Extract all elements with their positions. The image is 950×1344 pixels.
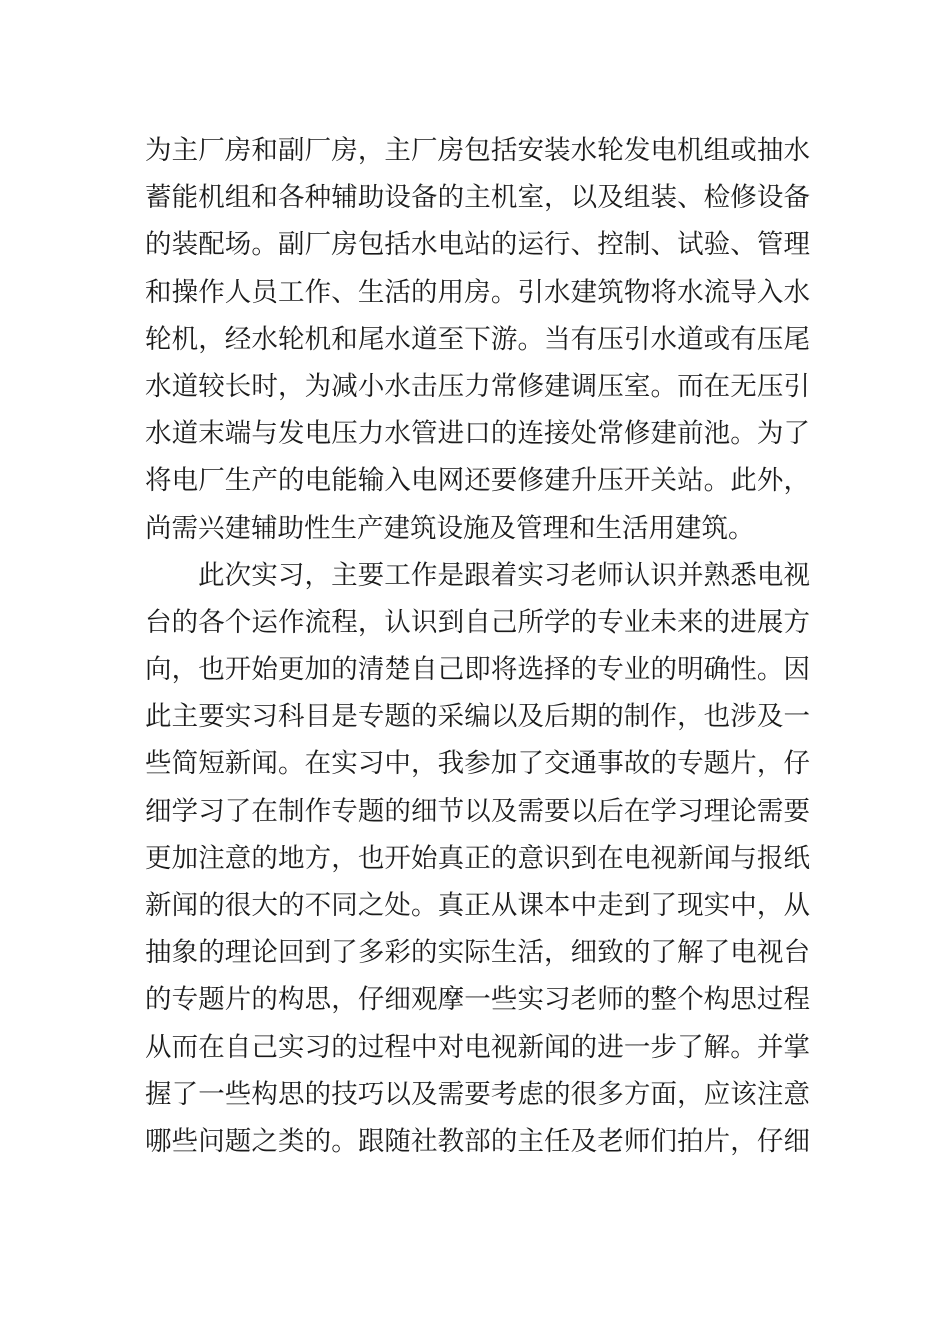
text-line: 的专题片的构思，仔细观摩一些实习老师的整个构思过程 (145, 984, 810, 1016)
text-line: 水道较长时，为减小水击压力常修建调压室。而在无压引 (145, 370, 810, 402)
text-line: 从而在自己实习的过程中对电视新闻的进一步了解。并掌 (145, 1031, 810, 1063)
text-line: 轮机，经水轮机和尾水道至下游。当有压引水道或有压尾 (145, 323, 810, 355)
text-line: 此次实习，主要工作是跟着实习老师认识并熟悉电视 (198, 559, 810, 591)
text-line: 和操作人员工作、生活的用房。引水建筑物将水流导入水 (145, 276, 810, 308)
text-line: 新闻的很大的不同之处。真正从课本中走到了现实中，从 (145, 890, 810, 921)
text-line: 些简短新闻。在实习中，我参加了交通事故的专题片，仔 (145, 748, 810, 780)
text-line: 为主厂房和副厂房，主厂房包括安装水轮发电机组或抽水 (145, 135, 810, 166)
text-line: 将电厂生产的电能输入电网还要修建升压开关站。此外， (145, 465, 810, 497)
text-line: 水道末端与发电压力水管进口的连接处常修建前池。为了 (145, 418, 810, 450)
text-line: 的装配场。副厂房包括水电站的运行、控制、试验、管理 (145, 229, 810, 261)
text-line: 尚需兴建辅助性生产建筑设施及管理和生活用建筑。 (145, 512, 755, 544)
text-line: 细学习了在制作专题的细节以及需要以后在学习理论需要 (145, 795, 810, 827)
paragraph-1 (145, 127, 810, 552)
text-line: 握了一些构思的技巧以及需要考虑的很多方面，应该注意 (145, 1078, 810, 1110)
text-line: 此主要实习科目是专题的采编以及后期的制作，也涉及一 (145, 701, 810, 733)
text-line: 更加注意的地方，也开始真正的意识到在电视新闻与报纸 (145, 842, 810, 874)
text-line: 蓄能机组和各种辅助设备的主机室，以及组装、检修设备 (145, 182, 810, 214)
text-line: 台的各个运作流程，认识到自己所学的专业未来的进展方 (145, 606, 810, 638)
text-line: 抽象的理论回到了多彩的实际生活，细致的了解了电视台 (145, 937, 810, 969)
text-line: 向，也开始更加的清楚自己即将选择的专业的明确性。因 (145, 654, 810, 686)
paragraph-2 (145, 552, 810, 1165)
text-line: 哪些问题之类的。跟随社教部的主任及老师们拍片，仔细 (145, 1125, 810, 1157)
document-body (145, 127, 810, 1165)
